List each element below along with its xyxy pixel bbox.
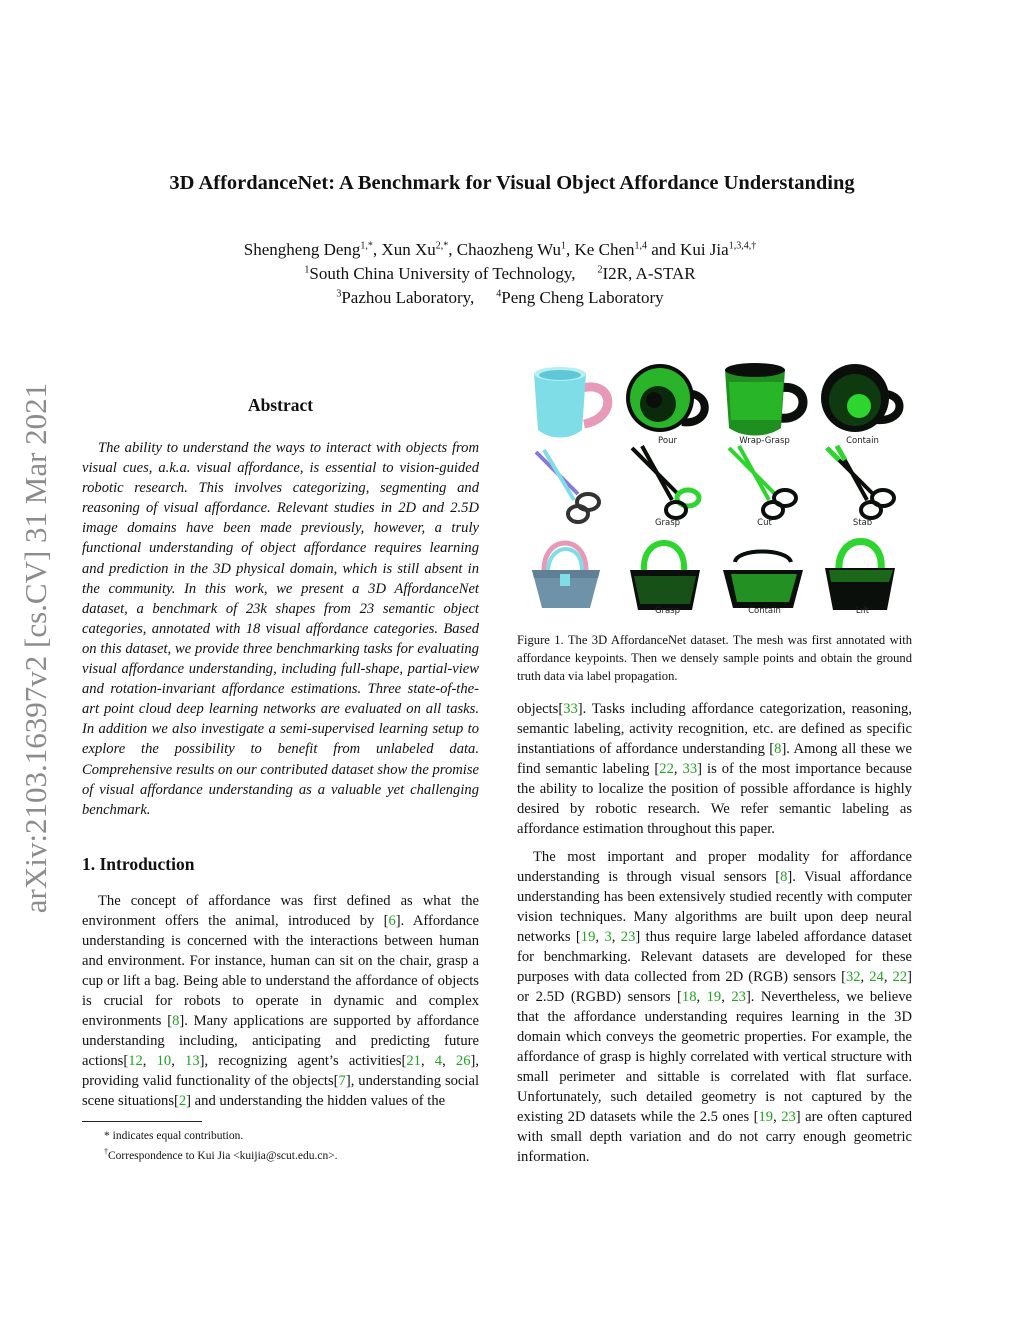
affordance-label: Stab bbox=[852, 518, 873, 528]
author-name: Shengheng Deng bbox=[243, 240, 361, 259]
paragraph-text: ] is of the most importance because the ability to localize the position of possible affordance is highly desired by robotic research. We refer semantic labeling as affordance estimation throughout this paper. bbox=[517, 761, 912, 837]
citation-link[interactable]: 23 bbox=[731, 989, 746, 1005]
citation-link[interactable]: 32 bbox=[845, 969, 861, 985]
paragraph-text: objects[ bbox=[517, 701, 564, 717]
bag-mesh-image bbox=[522, 530, 617, 620]
abstract-heading: Abstract bbox=[247, 395, 314, 415]
author-name: Xun Xu bbox=[381, 240, 436, 259]
footnote-correspondence-text: Correspondence to Kui Jia <kuijia@scut.edu.cn>. bbox=[108, 1149, 338, 1162]
citation-link[interactable]: 8 bbox=[774, 741, 782, 757]
citation-link[interactable]: 22 bbox=[892, 969, 908, 985]
citation-link[interactable]: 8 bbox=[780, 869, 788, 885]
affordance-label: Pour bbox=[658, 436, 677, 446]
affiliation-num: 3 bbox=[336, 288, 342, 300]
intro-paragraph-1 bbox=[82, 891, 479, 1111]
paragraph-text: , bbox=[420, 1052, 435, 1069]
mug-mesh-image bbox=[522, 360, 617, 450]
citation-link[interactable]: 4 bbox=[434, 1052, 443, 1069]
paragraph-text: , bbox=[611, 929, 621, 945]
affiliation-name: I2R, A-STAR bbox=[602, 264, 696, 283]
intro-paragraph-3 bbox=[517, 847, 912, 1167]
footnote-correspondence bbox=[82, 1144, 479, 1164]
citation-link[interactable]: 21 bbox=[406, 1052, 421, 1069]
author-sup: 1,3,4,† bbox=[728, 240, 757, 252]
affiliation-num: 4 bbox=[496, 288, 502, 300]
affiliation-name: South China University of Technology, bbox=[309, 264, 576, 283]
paragraph-text: , bbox=[595, 929, 605, 945]
paragraph-text: ], recognizing agent’s activities[ bbox=[199, 1052, 407, 1069]
paragraph-text: ]. Affordance understanding is concerned with the interactions between human and environment. For instance, human can sit on the chair, grasp a cup or lift a bag. Being able to understand the affordance of objects is crucial for robots to operate in dynamic and complex environments [ bbox=[82, 912, 479, 1029]
paragraph-text: ]. Many applications are supported by affordance understanding including, anticipating and predicting future actions[ bbox=[82, 1012, 480, 1069]
citation-link[interactable]: 8 bbox=[172, 1012, 180, 1029]
paragraph-text: ] and understanding the hidden values of the bbox=[186, 1092, 446, 1109]
author-sup: 2,* bbox=[435, 240, 449, 252]
paragraph-text: ]. Tasks including affordance categorization, reasoning, semantic labeling, activity recognition, etc. are defined as specific instantiations of affordance understanding [ bbox=[517, 701, 912, 757]
paragraph-text: , bbox=[721, 989, 732, 1005]
abstract-text: The ability to understand the ways to interact with objects from visual cues, a.k.a. visual affordance, is essential to vision-guided robotic research. This involves categorizing, segmenting and reasoning of visual affordance. Relevant studies in 2D and 2.5D image domains have been made previously, however, a truly functional understanding of object affordance requires learning and prediction in the 3D physical domain, which is still absent in the community. In this work, we present a 3D AffordanceNet dataset, a benchmark of 23k shapes from 23 semantic object categories, annotated with 18 visual affordance categories. Based on this dataset, we provide three benchmarking tasks for evaluating visual affordance understanding, including full-shape, partial-view and rotation-invariant affordance estimations. Three state-of-the-art point cloud deep learning networks are evaluated on all tasks. In addition we also investigate a semi-supervised learning setup to explore the possibility to benefit from unlabeled data. Comprehensive results on our contributed dataset show the promise of visual affordance understanding as a valuable yet challenging benchmark. bbox=[82, 440, 479, 818]
author-name: Ke Chen bbox=[574, 240, 635, 259]
footnote-divider bbox=[82, 1121, 202, 1122]
citation-link[interactable]: 13 bbox=[185, 1052, 200, 1069]
dagger-mark: † bbox=[104, 1146, 108, 1156]
affiliation-num: 2 bbox=[597, 264, 603, 276]
citation-link[interactable]: 3 bbox=[604, 929, 612, 945]
affordance-label: Wrap-Grasp bbox=[739, 436, 790, 446]
citation-link[interactable]: 23 bbox=[781, 1109, 796, 1125]
affiliation-name: Peng Cheng Laboratory bbox=[501, 288, 664, 307]
paragraph-text: , bbox=[883, 969, 893, 985]
mug-pour-image bbox=[620, 360, 715, 450]
author-sup: 1,* bbox=[360, 240, 373, 252]
paper-title: 3D AffordanceNet: A Benchmark for Visual Object Affordance Understanding bbox=[169, 172, 855, 194]
mug-wrap-grasp-image bbox=[717, 360, 812, 450]
footnote-equal-contribution: * indicates equal contribution. bbox=[104, 1129, 244, 1142]
figure-row-mug bbox=[517, 360, 912, 450]
citation-link[interactable]: 2 bbox=[178, 1092, 187, 1109]
figure-row-scissors bbox=[517, 442, 912, 532]
citation-link[interactable]: 7 bbox=[338, 1072, 346, 1089]
intro-paragraph-2 bbox=[517, 699, 912, 839]
mug-contain-image bbox=[815, 360, 910, 450]
section-heading-introduction: 1. Introduction bbox=[82, 853, 195, 874]
arxiv-identifier: arXiv:2103.16397v2 [cs.CV] 31 Mar 2021 bbox=[18, 382, 53, 914]
bag-contain-image bbox=[717, 530, 812, 620]
affordance-label: Contain bbox=[846, 436, 879, 446]
author-name: Kui Jia bbox=[680, 240, 729, 259]
paragraph-text: ]. Visual affordance understanding has been extensively studied recently with computer vision techniques. Many algorithms are built upon deep neural networks [ bbox=[517, 869, 912, 945]
paragraph-text: The concept of affordance was first defined as what the environment offers the animal, introduced by [ bbox=[82, 892, 479, 929]
citation-link[interactable]: 22 bbox=[659, 761, 674, 777]
affordance-label: Grasp bbox=[654, 518, 681, 528]
paragraph-text: , bbox=[673, 761, 683, 777]
scissors-stab-image bbox=[815, 442, 910, 532]
citation-link[interactable]: 12 bbox=[128, 1052, 143, 1069]
citation-link[interactable]: 19 bbox=[580, 929, 596, 945]
citation-link[interactable]: 33 bbox=[563, 701, 578, 717]
citation-link[interactable]: 26 bbox=[455, 1052, 471, 1069]
figure-row-bag bbox=[517, 530, 912, 620]
citation-link[interactable]: 19 bbox=[758, 1109, 774, 1125]
citation-link[interactable]: 18 bbox=[681, 989, 697, 1005]
paragraph-text: ]. Nevertheless, we believe that the affordance understanding requires learning in the 3D domain which conveys the geometric properties. For example, the affordance of grasp is highly correlated with vertical structure with small perimeter and sittable is correlated with flat surface. Unfortunately, such detailed geometry is not captured by the existing 2D datasets while the 2.5 ones [ bbox=[517, 989, 913, 1125]
affiliation-name: Pazhou Laboratory, bbox=[341, 288, 475, 307]
citation-link[interactable]: 6 bbox=[388, 912, 396, 929]
figure-caption: Figure 1. The 3D AffordanceNet dataset. The mesh was first annotated with affordance keypoints. Then we densely sample points and obtain the ground truth data via label propagation. bbox=[517, 633, 912, 683]
right-column bbox=[517, 360, 912, 1175]
citation-link[interactable]: 10 bbox=[156, 1052, 172, 1069]
paragraph-text: , bbox=[442, 1052, 456, 1069]
citation-link[interactable]: 23 bbox=[620, 929, 636, 945]
affiliation-line bbox=[0, 286, 1000, 310]
affiliation-num: 1 bbox=[304, 264, 310, 276]
left-column bbox=[82, 395, 479, 1164]
paragraph-text: ] are often captured with small depth variation and do not carry enough geometric information. bbox=[517, 1109, 913, 1165]
paragraph-text: ], providing valid functionality of the objects[ bbox=[82, 1052, 479, 1089]
bag-lift-image bbox=[815, 530, 910, 620]
bag-grasp-image bbox=[620, 530, 715, 620]
paragraph-text: , bbox=[773, 1109, 782, 1125]
affordance-label: Lift bbox=[855, 606, 870, 616]
author-sup: 1,4 bbox=[634, 240, 647, 252]
paragraph-text: The most important and proper modality for affordance understanding is through visual sensors [ bbox=[517, 849, 912, 885]
paragraph-text: , bbox=[142, 1052, 157, 1069]
figure-1 bbox=[517, 360, 912, 625]
citation-link[interactable]: 33 bbox=[682, 761, 698, 777]
citation-link[interactable]: 24 bbox=[869, 969, 884, 985]
paragraph-text: ] thus require large labeled affordance dataset for benchmarking. Relevant datasets are developed for these purposes with data collected from 2D (RGB) sensors [ bbox=[517, 929, 913, 985]
affordance-label: Contain bbox=[748, 606, 781, 616]
affordance-label: Grasp bbox=[654, 606, 681, 616]
author-sup: 1 bbox=[561, 240, 567, 252]
affordance-label: Cut bbox=[757, 518, 772, 528]
paragraph-text: , bbox=[171, 1052, 186, 1069]
paragraph-text: ], understanding social scene situations[ bbox=[82, 1072, 479, 1109]
scissors-grasp-image bbox=[620, 442, 715, 532]
paragraph-text: , bbox=[696, 989, 707, 1005]
scissors-mesh-image bbox=[522, 442, 617, 532]
author-line: Shengheng Deng$^{1,*}$, Xun $Xu^{2,*}$, Chaozheng Wu$^1$, Ke Chen$^{1,4}$ and Kui Jia$^{1,3,4,\dagger}$ bbox=[243, 240, 757, 259]
citation-link[interactable]: 19 bbox=[706, 989, 722, 1005]
affiliation-line bbox=[0, 262, 1000, 286]
paragraph-text: ] or 2.5D (RGBD) sensors [ bbox=[517, 969, 913, 1005]
author-name: Chaozheng Wu bbox=[456, 240, 562, 259]
authors-block bbox=[0, 238, 1000, 310]
scissors-cut-image bbox=[717, 442, 812, 532]
paragraph-text: ]. Among all these we find semantic labeling [ bbox=[517, 741, 912, 777]
paragraph-text: , bbox=[860, 969, 870, 985]
